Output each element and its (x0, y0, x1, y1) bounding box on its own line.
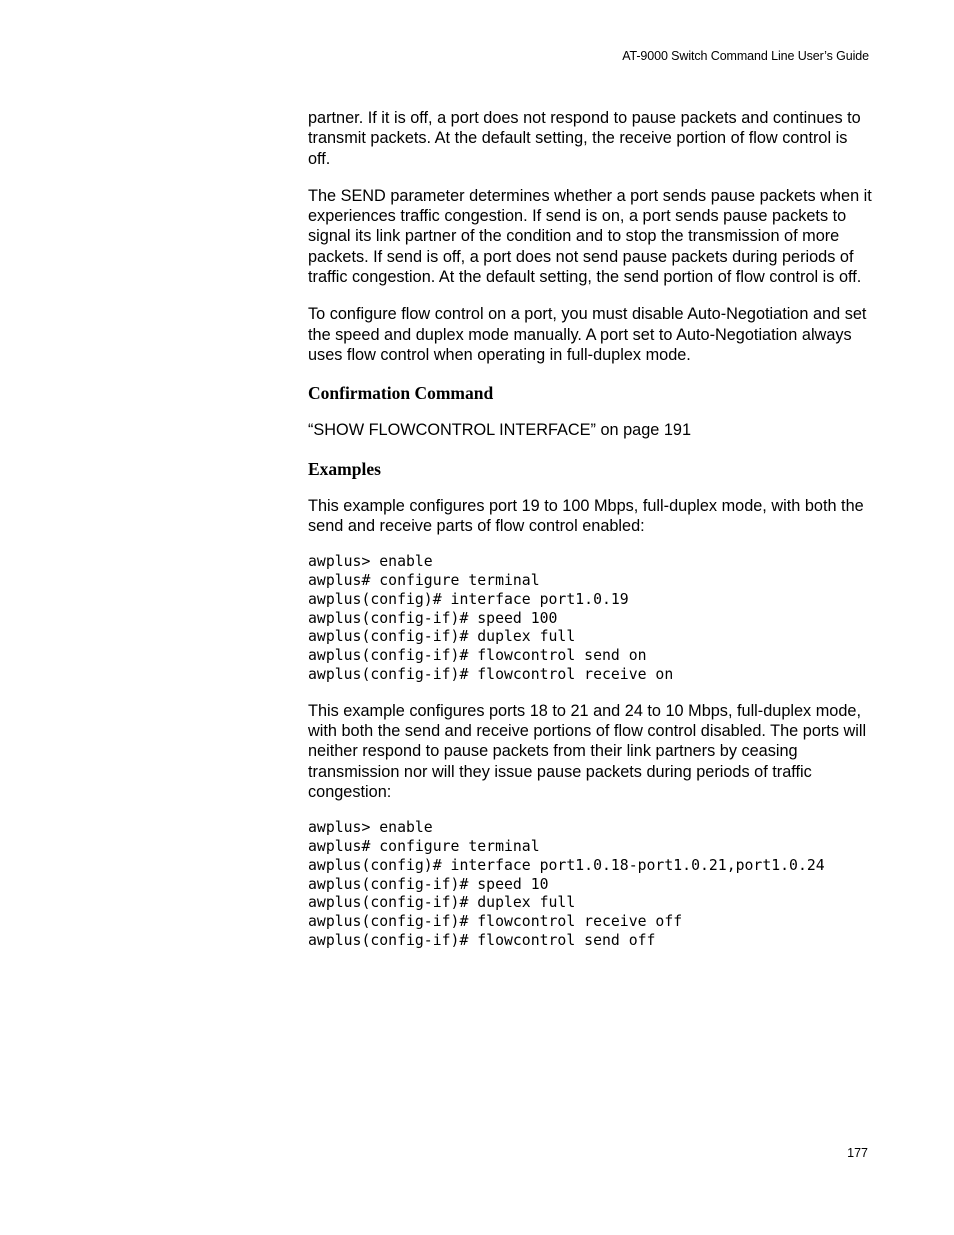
code-line: awplus(config-if)# speed 10 (308, 875, 549, 893)
code-line: awplus# configure terminal (308, 838, 540, 856)
page-number: 177 (847, 1146, 868, 1160)
example-2-intro: This example configures ports 18 to 21 and 24 to 10 Mbps, full-duplex mode, with both the send and receive portions of flow control disabled. The ports will neither respond to pause packets from their link partners by ceasing transmission nor will they issue pause packets during periods of traffic congestion: (308, 701, 867, 801)
page-content (308, 108, 873, 967)
code-line: awplus(config-if)# duplex full (308, 628, 576, 646)
code-line: awplus(config)# interface port1.0.18-port1.0.21,port1.0.24 (308, 856, 825, 874)
confirmation-command-heading: Confirmation Command (308, 383, 494, 404)
code-line: awplus> enable (308, 553, 433, 571)
example-2-code-block (308, 819, 873, 951)
code-line: awplus(config-if)# flowcontrol receive on (308, 665, 674, 683)
paragraph-auto-negotiation: To configure flow control on a port, you must disable Auto-Negotiation and set the speed and duplex mode manually. A port set to Auto-Negotiation always uses flow control when operating in full-duplex mode. (308, 305, 867, 364)
code-line: awplus(config)# interface port1.0.19 (308, 590, 629, 608)
code-line: awplus> enable (308, 819, 433, 837)
code-line: awplus(config-if)# speed 100 (308, 609, 558, 627)
code-line: awplus# configure terminal (308, 571, 540, 589)
paragraph-receive: partner. If it is off, a port does not respond to pause packets and continues to transmit packets. At the default setting, the receive portion of flow control is off. (308, 109, 861, 168)
example-1-code-block (308, 553, 873, 685)
examples-heading: Examples (308, 458, 381, 479)
running-header: AT-9000 Switch Command Line User’s Guide (622, 49, 869, 63)
code-line: awplus(config-if)# duplex full (308, 894, 576, 912)
code-line: awplus(config-if)# flowcontrol receive off (308, 913, 683, 931)
confirmation-command-reference[interactable]: “SHOW FLOWCONTROL INTERFACE” on page 191 (308, 421, 691, 440)
code-line: awplus(config-if)# flowcontrol send on (308, 647, 647, 665)
code-line: awplus(config-if)# flowcontrol send off (308, 932, 656, 949)
example-1-intro: This example configures port 19 to 100 Mbps, full-duplex mode, with both the send and receive parts of flow control enabled: (308, 496, 864, 535)
paragraph-send: The SEND parameter determines whether a port sends pause packets when it experiences traffic congestion. If send is on, a port sends pause packets to signal its link partner of the condition and to stop the transmission of more packets. If send is off, a port does not send pause packets during periods of traffic congestion. At the default setting, the send portion of flow control is off. (308, 186, 872, 287)
